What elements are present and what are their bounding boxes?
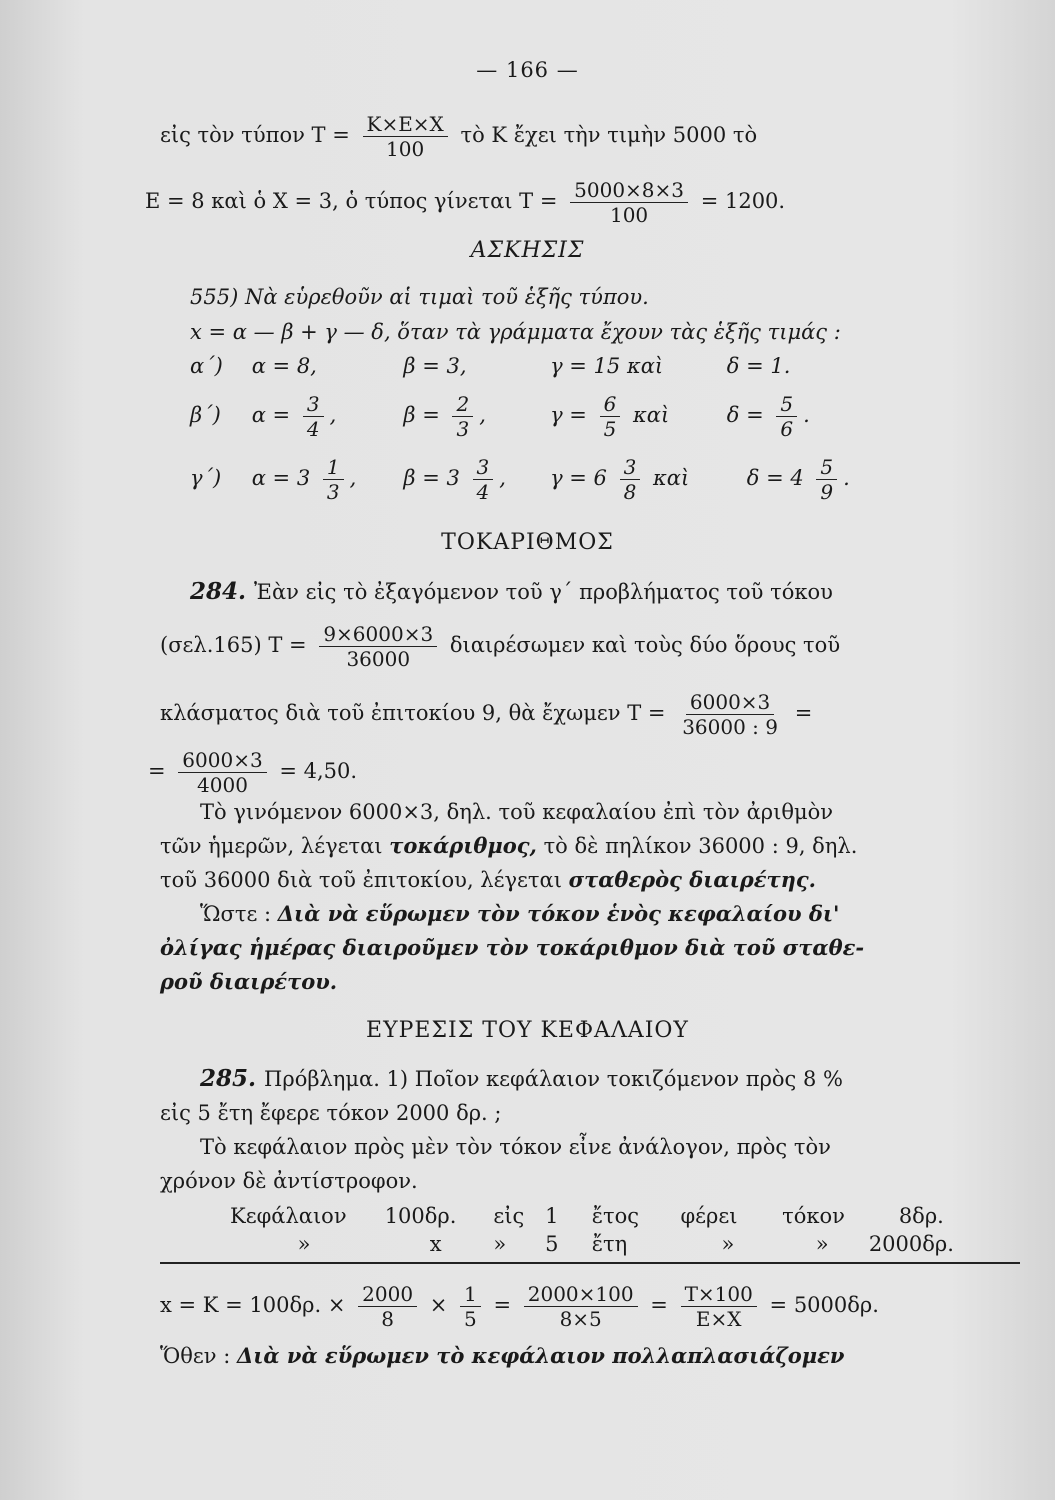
cell: ἔτη [591, 1232, 628, 1256]
formula-result-fraction [570, 178, 688, 227]
fraction-denominator: 3 [326, 480, 340, 504]
section-285-line-2: εἰς 5 ἔτη ἔφερε τόκον 2000 δρ. ; [160, 1101, 502, 1125]
case-c-alpha: α = 3 $\frac{1}{3}$ , [251, 455, 357, 504]
fraction [358, 1282, 417, 1331]
paragraph-line-1: Τὸ γινόμενον 6000×3, δηλ. τοῦ κεφαλαίου ἐπὶ τὸν ἀριθμὸν [200, 800, 834, 824]
equals-sign: = [650, 1293, 668, 1317]
cell: ἔτος [591, 1204, 640, 1228]
rule-line-2: ὀλίγας ἡμέρας διαιροῦμεν τὸν τοκάριθμον διὰ τοῦ σταθε- [160, 935, 865, 960]
fraction [452, 392, 473, 441]
fraction-numerator: 5 [816, 455, 837, 480]
section-285-line-3: Τὸ κεφάλαιον πρὸς μὲν τὸν τόκον εἶνε ἀνάλογον, πρὸς τὸν [200, 1135, 831, 1159]
fraction [323, 455, 344, 504]
proportion-row-2 [230, 1230, 1020, 1258]
fraction-numerator: 3 [303, 392, 324, 417]
formula-result-prefix: Ε = 8 καὶ ὁ Χ = 3, ὁ τύπος γίνεται Τ = [145, 189, 558, 213]
exercise-line-2: x = α — β + γ — δ, ὅταν τὰ γράμματα ἔχουν τὰς ἑξῆς τιμάς : [190, 320, 841, 344]
cell: 100δρ. [384, 1204, 457, 1228]
formula-fraction [363, 112, 448, 161]
eq-suffix: = 5000δρ. [769, 1293, 879, 1317]
fraction-numerator: 5 [776, 392, 797, 417]
cell: » [493, 1232, 507, 1256]
fraction-denominator: 100 [609, 203, 649, 227]
fraction-numerator: 3 [620, 455, 641, 480]
case-b-delta: δ = $\frac{5}{6}$ . [726, 392, 810, 441]
formula-result-line [145, 178, 1005, 227]
fraction-denominator: 3 [456, 417, 470, 441]
fraction-denominator: 8×5 [559, 1307, 602, 1331]
fraction-numerator: 6000×3 [178, 748, 266, 773]
case-c-beta-pre: β = 3 [403, 466, 460, 490]
fraction-numerator: 6000×3 [686, 690, 774, 715]
cell: » [815, 1232, 829, 1256]
line2-suffix: διαιρέσωμεν καὶ τοὺς δύο ὅρους τοῦ [449, 633, 841, 657]
fraction-denominator: 6 [780, 417, 794, 441]
fraction [681, 1282, 757, 1331]
case-label: β΄) [190, 403, 221, 427]
fraction-denominator: 100 [386, 137, 425, 161]
case-c-alpha-pre: α = 3 [251, 466, 311, 490]
cell: x [429, 1232, 442, 1256]
fraction [524, 1282, 638, 1331]
cell: 8δρ. [898, 1204, 944, 1228]
term-tokarithmos: τοκάριθμος, [389, 833, 537, 858]
exercise-case-b [190, 392, 1050, 441]
cell: εἰς [493, 1204, 525, 1228]
fraction-numerator: 3 [473, 455, 494, 480]
section-number: 285. [200, 1065, 257, 1092]
fraction-numerator: 6 [600, 392, 621, 417]
section-285-line-4: χρόνον δὲ ἀντίστροφον. [160, 1169, 418, 1193]
section-284-text: Ἐὰν εἰς τὸ ἐξαγόμενον τοῦ γ΄ προβλήματος τοῦ τόκου [254, 580, 833, 604]
case-c-gamma-pre: γ = 6 [550, 466, 607, 490]
fraction [678, 690, 782, 739]
line4-suffix: = 4,50. [279, 759, 358, 783]
fraction-denominator: 5 [464, 1307, 477, 1331]
fraction-denominator: 36000 [346, 647, 411, 671]
case-c-beta: β = 3 $\frac{3}{4}$ , [403, 455, 506, 504]
fraction [600, 392, 621, 441]
fraction [303, 392, 324, 441]
section-284-line-4 [148, 748, 1008, 797]
final-pre: Ὅθεν : [160, 1344, 231, 1368]
section-number: 284. [190, 578, 247, 605]
fraction [776, 392, 797, 441]
section-284-line-2 [160, 622, 1020, 671]
fraction-denominator: 4000 [197, 773, 248, 797]
cell: » [721, 1232, 735, 1256]
case-c-delta: δ = 4 $\frac{5}{9}$ . [746, 455, 850, 504]
tokarithmos-heading: ΤΟΚΑΡΙΘΜΟΣ [441, 530, 614, 555]
case-b-beta-pre: β = [403, 403, 440, 427]
fraction-denominator: 9 [820, 480, 834, 504]
rule-line-3: ροῦ διαιρέτου. [160, 969, 338, 994]
para3-pre: τοῦ 36000 διὰ τοῦ ἐπιτοκίου, λέγεται [160, 868, 562, 892]
fraction [178, 748, 266, 797]
paragraph-line-3 [160, 866, 1020, 894]
formula-result-suffix: = 1200. [700, 189, 786, 213]
proportion-row-1 [230, 1202, 990, 1230]
cell: 1 [545, 1204, 559, 1228]
case-b-gamma [550, 392, 720, 441]
case-a-gamma: γ = 15 καὶ [550, 354, 664, 378]
exercise-case-a [190, 352, 1050, 380]
fraction-numerator: 5000×8×3 [570, 178, 688, 203]
final-rule-line [160, 1342, 1020, 1370]
equals-sign: = [493, 1293, 512, 1317]
formula-intro-suffix: τὸ Κ ἔχει τὴν τιμὴν 5000 τὸ [460, 123, 758, 147]
case-b-and: καὶ [633, 403, 670, 427]
case-a-delta: δ = 1. [726, 354, 791, 378]
exercise-heading: ΑΣΚΗΣΙΣ [470, 238, 585, 263]
eq-prefix: x = Κ = 100δρ. × [160, 1293, 346, 1317]
fraction-numerator: 9×6000×3 [319, 622, 437, 647]
case-c-and: καὶ [653, 466, 690, 490]
cell: τόκον [782, 1204, 845, 1228]
cell: 5 [545, 1232, 559, 1256]
fraction-denominator: 36000 : 9 [682, 715, 778, 739]
para2-pre: τῶν ἡμερῶν, λέγεται [160, 834, 383, 858]
line2-prefix: (σελ.165) Τ = [160, 633, 307, 657]
case-b-beta: β = $\frac{2}{3}$ , [403, 392, 486, 441]
case-label: γ΄) [190, 466, 222, 490]
fraction-denominator: 8 [623, 480, 637, 504]
fraction-numerator: 2 [452, 392, 473, 417]
fraction-denominator: 8 [381, 1307, 394, 1331]
fraction-numerator: Κ×Ε×Χ [363, 112, 448, 137]
case-b-alpha: α = $\frac{3}{4}$ , [251, 392, 337, 441]
term-stable-divisor: σταθερὸς διαιρέτης. [568, 867, 816, 892]
section-284-line-3 [160, 690, 1020, 739]
fraction-numerator: 2000 [358, 1282, 417, 1307]
fraction-denominator: 4 [306, 417, 320, 441]
capital-heading: ΕΥΡΕΣΙΣ ΤΟΥ ΚΕΦΑΛΑΙΟΥ [366, 1018, 689, 1043]
case-c-delta-pre: δ = 4 [746, 466, 804, 490]
cell: 2000δρ. [868, 1232, 954, 1256]
case-b-gamma-pre: γ = [550, 403, 587, 427]
fraction-numerator: Τ×100 [681, 1282, 757, 1307]
fraction-denominator: 4 [476, 480, 490, 504]
cell: Κεφάλαιον [230, 1204, 347, 1228]
final-rule-text: Διὰ νὰ εὕρωμεν τὸ κεφάλαιον πολλαπλασιάζομεν [236, 1343, 845, 1368]
fraction [473, 455, 494, 504]
formula-intro-prefix: εἰς τὸν τύπον Τ = [160, 123, 350, 147]
fraction-denominator: 5 [603, 417, 617, 441]
para2-post: τὸ δὲ πηλίκον 36000 : 9, δηλ. [543, 834, 858, 858]
fraction-numerator: 1 [323, 455, 344, 480]
rule-pre: Ὥστε : [200, 902, 272, 926]
case-c-gamma [550, 455, 740, 504]
line4-prefix: = [148, 759, 166, 783]
cell: » [297, 1232, 311, 1256]
case-label: α΄) [190, 354, 223, 378]
fraction-numerator: 1 [460, 1282, 481, 1307]
case-a-beta: β = 3, [403, 354, 467, 378]
page-number: — 166 — [476, 58, 579, 82]
case-b-delta-pre: δ = [726, 403, 764, 427]
section-285-line-1 [200, 1065, 1055, 1093]
fraction [816, 455, 837, 504]
section-284-line-1 [190, 578, 1050, 606]
fraction [319, 622, 437, 671]
times-sign: × [429, 1293, 448, 1317]
fraction-denominator: Ε×Χ [695, 1307, 742, 1331]
case-a-alpha: α = 8, [251, 354, 317, 378]
rule-text-1: Διὰ νὰ εὕρωμεν τὸν τόκον ἑνὸς κεφαλαίου δι' [277, 901, 840, 926]
case-b-alpha-pre: α = [251, 403, 291, 427]
cell: φέρει [680, 1204, 738, 1228]
line3-suffix: = [794, 701, 813, 725]
fraction-numerator: 2000×100 [524, 1282, 638, 1307]
section-285-text: Πρόβλημα. 1) Ποῖον κεφάλαιον τοκιζόμενον πρὸς 8 % [264, 1067, 843, 1091]
paragraph-line-2 [160, 832, 1020, 860]
exercise-case-c [190, 455, 1050, 504]
exercise-line-1: 555) Νὰ εὑρεθοῦν αἱ τιμαὶ τοῦ ἑξῆς τύπου. [190, 285, 649, 309]
proportion-rule [160, 1262, 1020, 1264]
capital-equation [160, 1282, 1020, 1331]
fraction [620, 455, 641, 504]
fraction [460, 1282, 481, 1331]
rule-line-1 [200, 900, 1055, 928]
formula-intro-line [160, 112, 1020, 161]
line3-prefix: κλάσματος διὰ τοῦ ἐπιτοκίου 9, θὰ ἔχωμεν Τ = [160, 701, 666, 725]
